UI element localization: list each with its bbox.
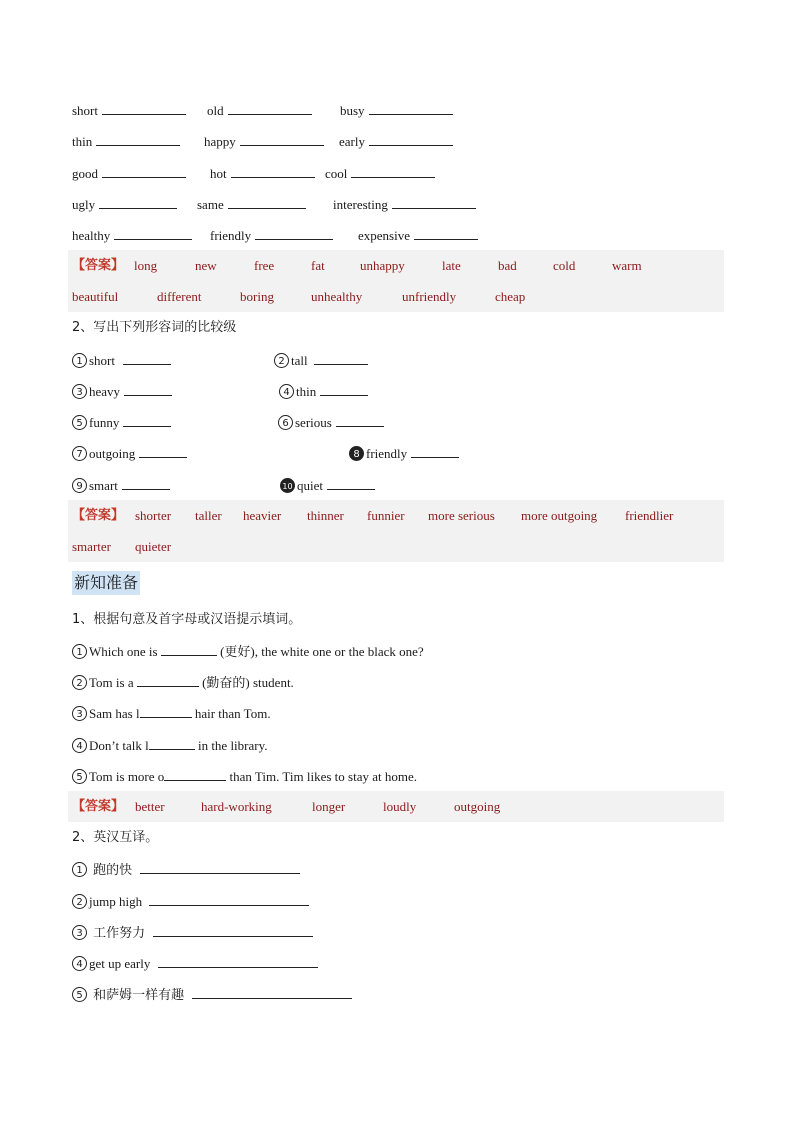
- translation-item: [72, 891, 309, 911]
- circled-number: 4: [72, 738, 87, 753]
- sentence-text: Tom is a: [89, 675, 137, 690]
- numbered-item: [279, 381, 368, 402]
- translation-item: [72, 953, 318, 973]
- sentence-item: [72, 703, 271, 723]
- circled-number: 7: [72, 446, 87, 461]
- circled-number: 5: [72, 769, 87, 784]
- word-item: [333, 194, 476, 215]
- word: good: [72, 166, 98, 181]
- numbered-item: [72, 412, 171, 433]
- answer-word: hard-working: [201, 799, 272, 814]
- answer-blank[interactable]: [102, 100, 186, 115]
- word: outgoing: [89, 446, 136, 461]
- word-item: [210, 163, 315, 184]
- answer-word: boring: [240, 289, 274, 304]
- word: ugly: [72, 197, 96, 212]
- word-item: [358, 225, 478, 246]
- phrase: jump high: [89, 894, 146, 909]
- word: friendly: [210, 228, 252, 243]
- answer-word: unhealthy: [311, 289, 363, 304]
- answer-word: bad: [498, 258, 517, 273]
- answer-word: longer: [312, 799, 346, 814]
- circled-number: 5: [72, 987, 87, 1002]
- answer-word: more serious: [428, 508, 495, 523]
- answer-blank[interactable]: [369, 131, 453, 146]
- phrase: 工作努力: [89, 926, 150, 941]
- word-item: [72, 131, 180, 152]
- answer-word: fat: [311, 258, 325, 273]
- circled-number: 6: [278, 415, 293, 430]
- answer-blank[interactable]: [122, 475, 170, 490]
- word: short: [89, 353, 115, 368]
- word: hot: [210, 166, 227, 181]
- word: short: [72, 103, 98, 118]
- answer-blank[interactable]: [164, 766, 226, 781]
- sentence-text: Tom is more o: [89, 769, 165, 784]
- answer-word: unhappy: [360, 258, 405, 273]
- answer-box: [68, 791, 724, 822]
- answer-word: late: [442, 258, 461, 273]
- answer-blank[interactable]: [228, 194, 306, 209]
- word-item: [72, 100, 186, 121]
- sentence-text: Don’t talk l: [89, 738, 149, 753]
- word: expensive: [358, 228, 410, 243]
- circled-number: 2: [72, 675, 87, 690]
- answer-blank[interactable]: [123, 412, 171, 427]
- answer-blank[interactable]: [414, 225, 478, 240]
- word: heavy: [89, 384, 121, 399]
- word-item: [72, 163, 186, 184]
- sentence-item: [72, 735, 268, 755]
- circled-number: 1: [72, 353, 87, 368]
- answer-word: cold: [553, 258, 576, 273]
- word-item: [339, 131, 453, 152]
- word: same: [197, 197, 224, 212]
- circled-number: 2: [72, 894, 87, 909]
- answer-word: cheap: [495, 289, 526, 304]
- numbered-item: [72, 350, 171, 371]
- sentence-item: [72, 641, 424, 661]
- answer-blank[interactable]: [158, 953, 318, 968]
- answer-blank[interactable]: [314, 350, 368, 365]
- answer-blank[interactable]: [231, 163, 315, 178]
- sentence-text: (勤奋的) student.: [198, 675, 294, 690]
- phrase: 跑的快: [89, 863, 137, 878]
- circled-number: 2: [274, 353, 289, 368]
- word-item: [325, 163, 435, 184]
- answer-blank[interactable]: [351, 163, 435, 178]
- word: tall: [291, 353, 308, 368]
- sentence-text: hair than Tom.: [191, 706, 271, 721]
- answer-blank[interactable]: [228, 100, 312, 115]
- translation-item: [72, 922, 313, 942]
- answer-blank[interactable]: [369, 100, 453, 115]
- circled-number: 1: [72, 862, 87, 877]
- word: interesting: [333, 197, 388, 212]
- answer-box: [68, 531, 724, 562]
- translation-item: [72, 984, 352, 1004]
- answer-blank[interactable]: [255, 225, 333, 240]
- answer-blank[interactable]: [139, 443, 187, 458]
- section-title: 2、英汉互译。: [72, 830, 159, 845]
- phrase: 和萨姆一样有趣: [89, 988, 189, 1003]
- answer-word: loudly: [383, 799, 417, 814]
- word-item: [207, 100, 312, 121]
- word: cool: [325, 166, 348, 181]
- answer-blank[interactable]: [149, 891, 309, 906]
- section-heading: 新知准备: [72, 571, 140, 595]
- answer-blank[interactable]: [114, 225, 192, 240]
- answer-word: beautiful: [72, 289, 119, 304]
- answer-blank[interactable]: [240, 131, 324, 146]
- word: old: [207, 103, 224, 118]
- numbered-item: [278, 412, 384, 433]
- section-title: 1、根据句意及首字母或汉语提示填词。: [72, 612, 302, 627]
- answer-tag: 【答案】: [72, 258, 125, 273]
- answer-tag: 【答案】: [72, 508, 125, 523]
- circled-number: 3: [72, 925, 87, 940]
- answer-blank[interactable]: [124, 381, 172, 396]
- answer-box: [68, 500, 724, 531]
- sentence-item: [72, 672, 294, 692]
- section-title: 2、写出下列形容词的比较级: [72, 320, 237, 335]
- numbered-item: [72, 381, 172, 402]
- answer-blank[interactable]: [327, 475, 375, 490]
- circled-number: 5: [72, 415, 87, 430]
- sentence-text: Sam has l: [89, 706, 140, 721]
- answer-tag: 【答案】: [72, 799, 125, 814]
- numbered-item: [349, 443, 459, 464]
- answer-blank[interactable]: [149, 735, 195, 750]
- word-item: [210, 225, 333, 246]
- answer-box: [68, 281, 724, 312]
- answer-blank[interactable]: [102, 163, 186, 178]
- answer-word: free: [254, 258, 275, 273]
- answer-blank[interactable]: [320, 381, 368, 396]
- answer-blank[interactable]: [192, 984, 352, 999]
- word: friendly: [366, 446, 408, 461]
- answer-word: new: [195, 258, 217, 273]
- answer-word: unfriendly: [402, 289, 457, 304]
- answer-blank[interactable]: [140, 859, 300, 874]
- answer-blank[interactable]: [99, 194, 177, 209]
- answer-word: different: [157, 289, 202, 304]
- sentence-item: [72, 766, 417, 786]
- numbered-item: [280, 475, 375, 496]
- answer-word: long: [134, 258, 158, 273]
- word: funny: [89, 415, 120, 430]
- circled-number: 9: [72, 478, 87, 493]
- answer-word: thinner: [307, 508, 344, 523]
- answer-word: shorter: [135, 508, 172, 523]
- phrase: get up early: [89, 956, 154, 971]
- circled-number: 4: [72, 956, 87, 971]
- answer-blank[interactable]: [161, 641, 217, 656]
- answer-word: outgoing: [454, 799, 501, 814]
- sentence-text: Which one is: [89, 644, 161, 659]
- numbered-item: [274, 350, 368, 371]
- answer-word: friendlier: [625, 508, 674, 523]
- answer-blank[interactable]: [153, 922, 313, 937]
- word: early: [339, 134, 365, 149]
- word: busy: [340, 103, 365, 118]
- answer-blank[interactable]: [96, 131, 180, 146]
- word-item: [72, 194, 177, 215]
- word-item: [197, 194, 306, 215]
- word: smart: [89, 478, 118, 493]
- answer-blank[interactable]: [411, 443, 459, 458]
- word-item: [204, 131, 324, 152]
- translation-item: [72, 859, 300, 879]
- sentence-text: than Tim. Tim likes to stay at home.: [226, 769, 417, 784]
- word: thin: [72, 134, 93, 149]
- word: healthy: [72, 228, 111, 243]
- answer-blank[interactable]: [392, 194, 476, 209]
- word: quiet: [297, 478, 323, 493]
- answer-word: smarter: [72, 539, 111, 554]
- answer-blank[interactable]: [137, 672, 199, 687]
- circled-number: 4: [279, 384, 294, 399]
- numbered-item: [72, 475, 170, 496]
- answer-word: warm: [612, 258, 642, 273]
- circled-number: 8: [349, 446, 364, 461]
- answer-word: quieter: [135, 539, 172, 554]
- word: serious: [295, 415, 332, 430]
- word: thin: [296, 384, 317, 399]
- answer-box: [68, 250, 724, 281]
- answer-word: taller: [195, 508, 222, 523]
- answer-word: funnier: [367, 508, 405, 523]
- sentence-text: (更好), the white one or the black one?: [216, 644, 424, 659]
- numbered-item: [72, 443, 187, 464]
- circled-number: 3: [72, 706, 87, 721]
- word: happy: [204, 134, 236, 149]
- circled-number: 10: [280, 478, 295, 493]
- answer-word: better: [135, 799, 165, 814]
- answer-blank[interactable]: [140, 703, 192, 718]
- answer-word: more outgoing: [521, 508, 598, 523]
- answer-blank[interactable]: [123, 350, 171, 365]
- word-item: [340, 100, 453, 121]
- circled-number: 3: [72, 384, 87, 399]
- circled-number: 1: [72, 644, 87, 659]
- answer-blank[interactable]: [336, 412, 384, 427]
- answer-word: heavier: [243, 508, 282, 523]
- word-item: [72, 225, 192, 246]
- sentence-text: in the library.: [194, 738, 268, 753]
